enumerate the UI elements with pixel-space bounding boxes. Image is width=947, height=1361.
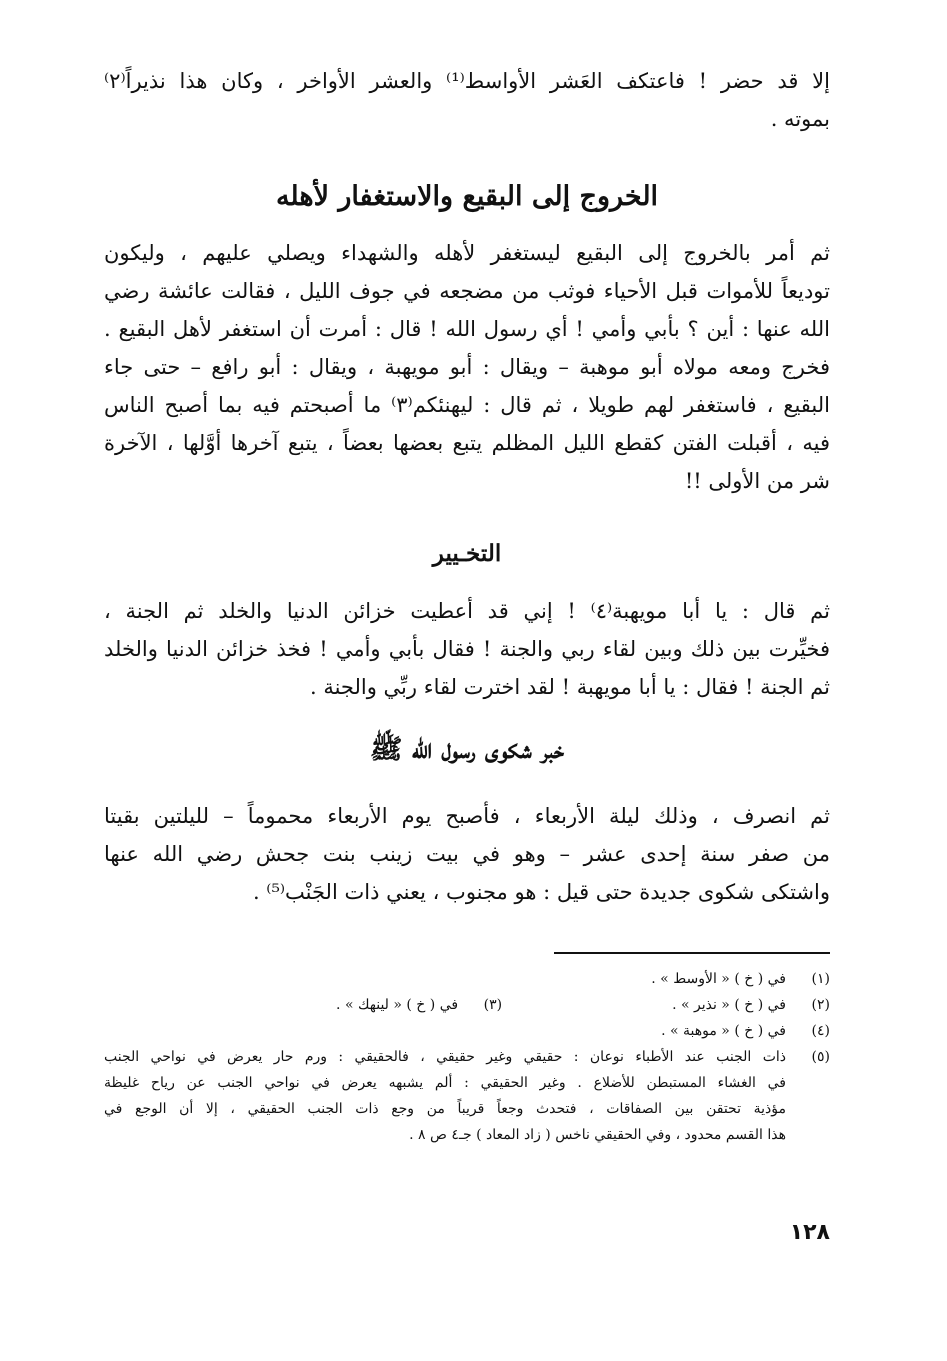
footnote-divider	[554, 952, 830, 954]
text-line: فخرج ومعه مولاه أبو موهبة – ويقال : أبو مويهبة ، ويقال : أبو رافع – حتى جاء	[104, 355, 830, 379]
text-line: شر من الأولى !!	[684, 469, 830, 493]
text-line: إلا قد حضر ! فاعتكف العَشر الأواسط⁽¹⁾ والعشر الأواخر ، وكان هذا نذيراً⁽٢⁾	[104, 69, 830, 93]
footnote-line: في الغشاء المستبطن للأضلاع . وغير الحقيقي : ألم يشبهه يعرض في نواحي الجنب عن رياح غليظة	[104, 1075, 786, 1091]
footnote-number: (٢)	[811, 997, 830, 1013]
footnote-number: (١)	[811, 971, 830, 987]
paragraph-illness	[104, 797, 830, 911]
text-line: ثم أمر بالخروج إلى البقيع ليستغفر لأهله والشهداء ويصلي عليهم ، وليكون	[104, 241, 830, 265]
footnote-5	[104, 1044, 830, 1148]
footnote-2-3	[104, 992, 830, 1018]
section-heading-illness: خبر شكوى رسول الله ﷺ	[369, 734, 565, 765]
footnote-4	[104, 1018, 830, 1044]
footnote-1	[104, 966, 830, 992]
footnotes	[104, 966, 830, 1148]
text-line: واشتكى شكوى جديدة حتى قيل : هو مجنوب ، يعني ذات الجَنْب⁽⁵⁾ .	[252, 880, 830, 904]
section-heading-takhyir: التخـيير	[432, 540, 502, 567]
footnote-number: (٣)	[483, 997, 503, 1013]
footnote-line: مؤذية تحتقن بين الصفاقات ، فتحدث وجعاً قريباً من وجع ذات الجنب الحقيقي ، إلا أن الوجع في	[104, 1101, 786, 1117]
footnote-number: (٤)	[811, 1023, 830, 1039]
footnote-line: ذات الجنب عند الأطباء نوعان : حقيقي وغير حقيقي ، فالحقيقي : ورم حار يعرض في نواحي الجنب	[104, 1049, 786, 1065]
text-line: فيه ، أقبلت الفتن كقطع الليل المظلم يتبع بعضها بعضاً ، يتبع آخرها أوَّلها ، الآخرة	[104, 431, 830, 455]
footnote-text: في ( خ ) « نذير » .	[672, 997, 786, 1013]
text-line: ثم انصرف ، وذلك ليلة الأربعاء ، فأصبح يوم الأربعاء محموماً – لليلتين بقيتا	[104, 804, 830, 828]
paragraph-takhyir	[104, 592, 830, 706]
text-line: الله عنها : أين ؟ بأبي وأمي ! أي رسول الله ! قال : أمرت أن استغفر لأهل البقيع .	[104, 317, 830, 341]
footnote-text: في ( خ ) « موهبة » .	[661, 1023, 786, 1039]
section-heading-baqi: الخروج إلى البقيع والاستغفار لأهله	[275, 181, 659, 212]
text-line: ثم الجنة ! فقال : يا أبا مويهبة ! لقد اخترت لقاء ربِّي والجنة .	[309, 675, 830, 699]
text-line: ثم قال : يا أبا مويهبة⁽٤⁾ ! إني قد أعطيت خزائن الدنيا والخلد ثم الجنة ،	[104, 599, 830, 623]
page-number: ١٢٨	[789, 1220, 830, 1245]
footnote-line: هذا القسم محدود ، وفي الحقيقي ناخس ( زاد المعاد ) جـ٤ ص ٨ .	[409, 1127, 786, 1143]
footnote-text: في ( خ ) « لينهك » .	[336, 997, 459, 1013]
paragraph-opening	[104, 62, 830, 138]
text-line: البقيع ، فاستغفر لهم طويلا ، ثم قال : ليهنئكم⁽٣⁾ ما أصبحتم فيه بما أصبح الناس	[104, 393, 830, 417]
text-line: من صفر سنة إحدى عشر – وهو في بيت زينب بنت جحش رضي الله عنها	[104, 842, 830, 866]
text-line: توديعاً للأموات قبل الأحياء فوثب من مضجعه في جوف الليل ، فقالت عائشة رضي	[104, 279, 830, 303]
footnote-text	[104, 1044, 786, 1148]
text-line: بموته .	[770, 107, 830, 131]
text-line: فخيِّرت بين ذلك وبين لقاء ربي والجنة ! فقال بأبي وأمي ! فخذ خزائن الدنيا والخلد	[104, 637, 830, 661]
footnote-number: (٥)	[811, 1049, 830, 1065]
footnote-text: في ( خ ) « الأوسط » .	[651, 971, 786, 987]
paragraph-baqi	[104, 234, 830, 500]
